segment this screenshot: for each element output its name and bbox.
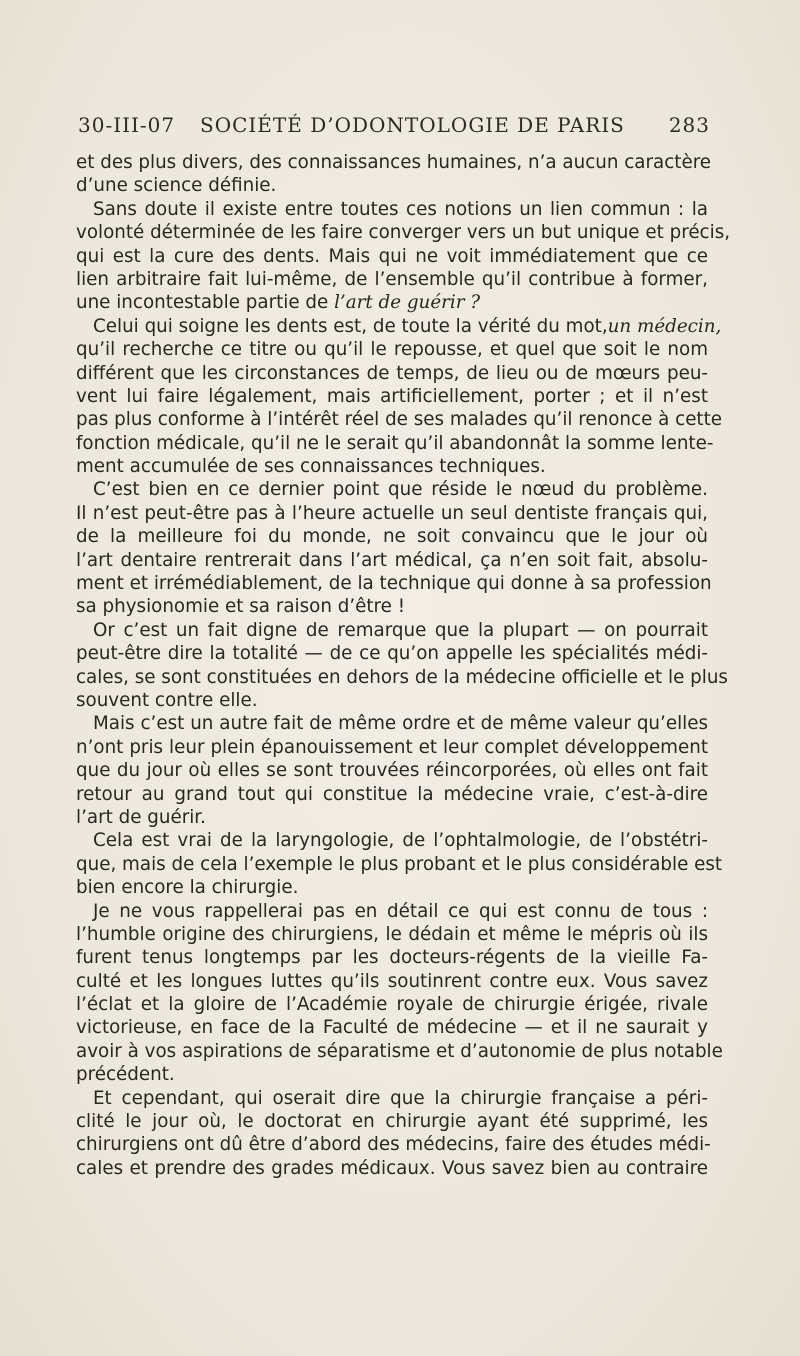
text-line: C’est bien en ce dernier point que réside le nœud du problème. [93, 479, 708, 501]
text-line: culté et les longues luttes qu’ils soutinrent contre eux. Vous savez [76, 970, 708, 992]
text-line: Je ne vous rappellerai pas en détail ce qui est connu de tous : [93, 900, 708, 922]
running-header [78, 113, 710, 143]
text-line: ment et irrémédiablement, de la technique qui donne à sa profession [76, 573, 712, 595]
italic-phrase: l’art de guérir ? [334, 292, 481, 314]
text-line: souvent contre elle. [76, 689, 258, 711]
text-line: sa physionomie et sa raison d’être ! [76, 596, 406, 618]
text-line: cales, se sont constituées en dehors de la médecine officielle et le plus [76, 666, 728, 688]
text-line: lien arbitraire fait lui-même, de l’ensemble qu’il contribue à former, [76, 268, 708, 290]
text-line: fonction médicale, qu’il ne le serait qu’il abandonnât la somme lente- [76, 432, 714, 454]
session-date: 30-III-07 [78, 113, 176, 137]
italic-phrase: un médecin, [607, 315, 722, 337]
text-line: bien encore la chirurgie. [76, 877, 299, 899]
text-line: cales et prendre des grades médicaux. Vous savez bien au contraire [76, 1157, 708, 1179]
text-line: Et cependant, qui oserait dire que la chirurgie française a péri- [93, 1087, 708, 1109]
text-line [76, 291, 708, 314]
text-line: Cela est vrai de la laryngologie, de l’ophtalmologie, de l’obstétri- [93, 830, 708, 852]
text-line: volonté déterminée de les faire converger vers un but unique et précis, [76, 222, 731, 244]
text-line: qui est la cure des dents. Mais qui ne voit immédiatement que ce [76, 245, 708, 267]
text-line: peut-être dire la totalité — de ce qu’on appelle les spécialités médi- [76, 643, 708, 665]
text-line: et des plus divers, des connaissances humaines, n’a aucun caractère [76, 152, 712, 173]
text-line: différent que les circonstances de temps, de lieu ou de mœurs peu- [76, 362, 708, 384]
text-line: vent lui faire légalement, mais artificiellement, porter ; et il n’est [76, 385, 708, 407]
text-line: de la meilleure foi du monde, ne soit convaincu que le jour où [76, 526, 708, 548]
text-line: que du jour où elles se sont trouvées réincorporées, où elles ont fait [76, 760, 708, 782]
text-line: chirurgiens ont dû être d’abord des médecins, faire des études médi- [76, 1134, 711, 1156]
text-line: l’humble origine des chirurgiens, le dédain et même le mépris où ils [76, 923, 708, 945]
text-line: Sans doute il existe entre toutes ces notions un lien commun : la [93, 198, 708, 220]
text-line: Il n’est peut-être pas à l’heure actuelle un seul dentiste français qui, [76, 502, 708, 524]
text-line: Mais c’est un autre fait de même ordre et de même valeur qu’elles [93, 713, 708, 735]
text-line: d’une science définie. [76, 175, 277, 197]
text-line: clité le jour où, le doctorat en chirurgie ayant été supprimé, les [76, 1111, 708, 1133]
text-line [76, 315, 722, 338]
text-line: précédent. [76, 1064, 175, 1086]
page-number: 283 [668, 113, 710, 137]
text-line: qu’il recherche ce titre ou qu’il le repousse, et quel que soit le nom [76, 339, 708, 361]
text-line: avoir à vos aspirations de séparatisme et d’autonomie de plus notable [76, 1040, 723, 1062]
body-text [76, 151, 731, 1180]
text-line: l’art dentaire rentrerait dans l’art médical, ça n’en soit fait, absolu- [76, 549, 708, 571]
text-line: que, mais de cela l’exemple le plus probant et le plus considérable est [76, 853, 723, 875]
text-line: l’éclat et la gloire de l’Académie royale de chirurgie érigée, rivale [76, 994, 708, 1016]
text-line: victorieuse, en face de la Faculté de médecine — et il ne saurait y [76, 1017, 708, 1039]
text-line: n’ont pris leur plein épanouissement et leur complet développement [76, 736, 708, 758]
text-line: Or c’est un fait digne de remarque que la plupart — on pourrait [93, 619, 708, 641]
text-segment: Celui qui soigne les dents est, de toute la vérité du mot, [93, 315, 608, 337]
running-title: SOCIÉTÉ D’ODONTOLOGIE DE PARIS [200, 113, 625, 137]
text-line: furent tenus longtemps par les docteurs-régents de la vieille Fa- [76, 947, 708, 969]
text-line: l’art de guérir. [76, 806, 206, 828]
text-line: pas plus conforme à l’intérêt réel de ses malades qu’il renonce à cette [76, 409, 723, 431]
text-line: ment accumulée de ses connaissances techniques. [76, 456, 546, 478]
text-line: retour au grand tout qui constitue la médecine vraie, c’est-à-dire [76, 783, 708, 805]
text-segment: une incontestable partie de [76, 292, 335, 314]
